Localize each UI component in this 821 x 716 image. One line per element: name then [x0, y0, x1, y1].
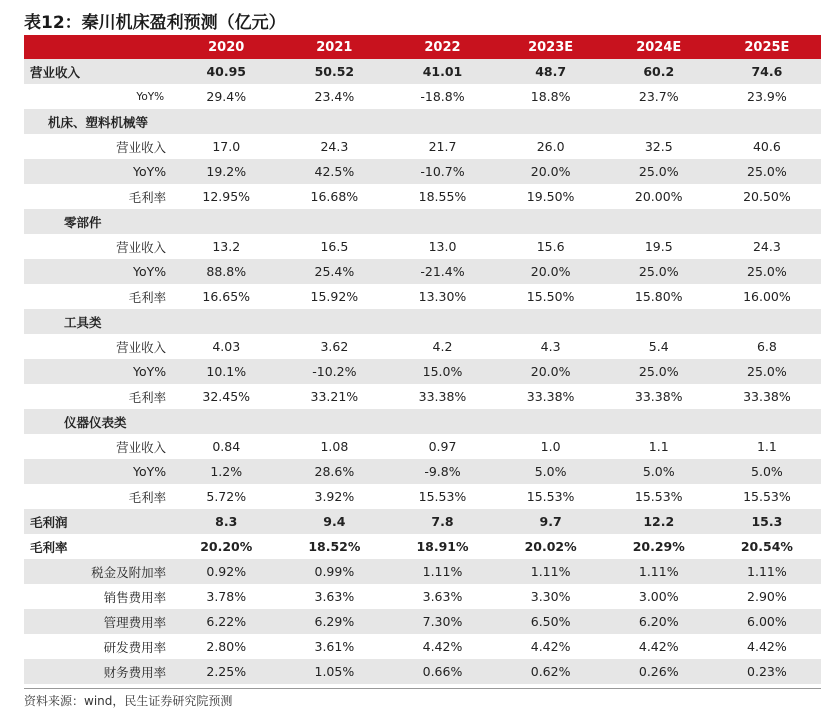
table-cell: 20.50% [743, 189, 791, 204]
table-cell: 15.53% [634, 489, 683, 504]
header-year: 2024E [605, 35, 713, 59]
table-cell: 3.63% [422, 589, 463, 604]
header-row [24, 35, 821, 59]
table-cell: 20.02% [524, 539, 577, 554]
row-label: 仪器仪表类 [24, 409, 172, 434]
table-cell [713, 409, 821, 434]
table-cell: 20.0% [497, 359, 605, 384]
table-cell: 15.53% [418, 489, 467, 504]
table-cell: 4.03 [212, 339, 241, 354]
header-year: 2025E [713, 35, 821, 59]
table-cell [713, 109, 821, 134]
table-cell: 10.1% [172, 359, 280, 384]
table-cell: 6.50% [497, 609, 605, 634]
table-cell: 4.42% [530, 639, 571, 654]
table-cell: 0.97 [428, 439, 457, 454]
table-cell: 0.84 [212, 439, 241, 454]
table-cell: 18.52% [308, 539, 361, 554]
table-cell: 20.0% [497, 159, 605, 184]
table-row [24, 384, 821, 409]
table-cell: 1.11% [497, 559, 605, 584]
table-cell: -21.4% [388, 259, 496, 284]
table-row [24, 509, 821, 534]
row-label: YoY% [24, 359, 172, 384]
table-cell: 15.3 [713, 509, 821, 534]
table-cell: 25.0% [605, 259, 713, 284]
table-cell: 3.63% [314, 589, 355, 604]
table-row [24, 334, 821, 359]
bottom-rule [24, 688, 821, 689]
row-label: 毛利率 [128, 289, 167, 305]
table-cell: 2.25% [172, 659, 280, 684]
table-cell: 32.5 [644, 139, 673, 154]
table-row [24, 409, 821, 434]
table-cell: 4.42% [747, 639, 787, 654]
table-row [24, 609, 821, 634]
table-cell: 16.65% [202, 289, 251, 304]
table-title: 表12：秦川机床盈利预测（亿元） [24, 13, 286, 33]
table-cell: 5.0% [497, 459, 605, 484]
header-year: 2021 [280, 35, 388, 59]
table-cell: 40.6 [752, 139, 781, 154]
table-row [24, 484, 821, 509]
table-cell: 25.0% [605, 359, 713, 384]
table-cell: -10.7% [388, 159, 496, 184]
table-cell: 15.50% [526, 289, 575, 304]
table-cell: 0.66% [388, 659, 496, 684]
table-cell: 1.1 [648, 439, 669, 454]
row-label: 管理费用率 [24, 609, 172, 634]
table-cell: 7.8 [388, 509, 496, 534]
table-cell: 3.62 [320, 339, 349, 354]
table-cell: 5.4 [648, 339, 669, 354]
table-cell: 3.61% [314, 639, 355, 654]
table-cell: 1.11% [713, 559, 821, 584]
table-row [24, 534, 821, 559]
row-label: 财务费用率 [24, 659, 172, 684]
table-cell: 0.99% [280, 559, 388, 584]
table-cell [388, 309, 496, 334]
table-cell: 15.0% [388, 359, 496, 384]
row-label: YoY% [24, 459, 172, 484]
table-cell: 4.42% [638, 639, 679, 654]
table-cell [172, 409, 280, 434]
table-cell: 16.68% [310, 189, 359, 204]
row-label: YoY% [136, 90, 165, 103]
table-cell: 0.23% [713, 659, 821, 684]
table-row [24, 659, 821, 684]
table-cell: 26.0 [536, 139, 565, 154]
table-cell [388, 209, 496, 234]
table-cell: 12.2 [605, 509, 713, 534]
table-cell: 25.0% [713, 359, 821, 384]
row-label: 机床、塑料机械等 [24, 109, 172, 134]
table-cell: 0.62% [497, 659, 605, 684]
table-cell [280, 409, 388, 434]
table-cell: -10.2% [280, 359, 388, 384]
table-cell [172, 109, 280, 134]
table-cell: -18.8% [420, 89, 465, 104]
row-label: 毛利率 [128, 389, 167, 405]
table-cell: 3.92% [314, 489, 355, 504]
table-cell: 5.72% [206, 489, 247, 504]
table-cell: 15.53% [526, 489, 575, 504]
table-row [24, 109, 821, 134]
table-cell: 21.7 [428, 139, 457, 154]
table-cell: 60.2 [605, 59, 713, 84]
table-cell: 17.0 [212, 139, 241, 154]
table-row [24, 159, 821, 184]
table-row [24, 134, 821, 159]
table-cell [497, 309, 605, 334]
row-label: YoY% [24, 159, 172, 184]
table-cell: 13.2 [212, 239, 241, 254]
table-cell: 74.6 [713, 59, 821, 84]
row-label: 研发费用率 [103, 639, 167, 655]
row-label: 营业收入 [116, 139, 167, 155]
table-cell: 41.01 [388, 59, 496, 84]
table-cell: 1.1 [756, 439, 777, 454]
table-cell: 1.0 [540, 439, 561, 454]
row-label: 营业收入 [116, 439, 167, 455]
table-row [24, 209, 821, 234]
table-cell [605, 309, 713, 334]
table-cell: 7.30% [388, 609, 496, 634]
table-row [24, 359, 821, 384]
table-cell: 15.80% [634, 289, 683, 304]
table-cell [280, 109, 388, 134]
row-label: 税金及附加率 [24, 559, 172, 584]
table-cell: 2.90% [747, 589, 787, 604]
table-cell: 20.20% [200, 539, 253, 554]
table-cell: 12.95% [202, 189, 251, 204]
table-cell: 29.4% [206, 89, 247, 104]
table-cell: 33.38% [418, 389, 467, 404]
table-cell [713, 309, 821, 334]
table-cell: 32.45% [202, 389, 251, 404]
table-cell: 18.8% [530, 89, 571, 104]
table-cell [497, 109, 605, 134]
table-cell: 18.55% [418, 189, 467, 204]
table-cell: 0.92% [172, 559, 280, 584]
table-cell: 8.3 [172, 509, 280, 534]
table-cell [172, 309, 280, 334]
row-label: 营业收入 [116, 339, 167, 355]
table-row [24, 234, 821, 259]
table-cell: 9.7 [497, 509, 605, 534]
table-row [24, 634, 821, 659]
table-cell: 16.5 [320, 239, 349, 254]
table-cell: 15.6 [536, 239, 565, 254]
table-cell: 6.20% [605, 609, 713, 634]
table-cell: 15.53% [743, 489, 791, 504]
table-cell: 20.00% [634, 189, 683, 204]
table-cell: 5.0% [713, 459, 821, 484]
table-body [24, 59, 821, 684]
table-cell: 6.29% [280, 609, 388, 634]
table-cell: 28.6% [280, 459, 388, 484]
table-row [24, 59, 821, 84]
row-label: 工具类 [24, 309, 172, 334]
table-cell [388, 409, 496, 434]
table-row [24, 459, 821, 484]
table-cell: 19.5 [644, 239, 673, 254]
table-cell: 1.11% [388, 559, 496, 584]
table-cell: 3.00% [638, 589, 679, 604]
table-cell: 33.38% [743, 389, 791, 404]
row-label: YoY% [24, 259, 172, 284]
table-cell: 25.0% [713, 159, 821, 184]
header-year: 2020 [172, 35, 280, 59]
table-row [24, 434, 821, 459]
table-cell: 1.2% [172, 459, 280, 484]
table-cell: 3.78% [206, 589, 247, 604]
table-cell: 20.0% [497, 259, 605, 284]
table-cell: 25.4% [280, 259, 388, 284]
table-cell: 20.54% [740, 539, 793, 554]
table-cell: 13.0 [428, 239, 457, 254]
table-cell: 9.4 [280, 509, 388, 534]
table-cell [388, 109, 496, 134]
table-cell: 4.3 [540, 339, 561, 354]
table-cell: 42.5% [280, 159, 388, 184]
table-cell: 4.42% [422, 639, 463, 654]
row-label: 零部件 [24, 209, 172, 234]
table-cell: 33.38% [634, 389, 683, 404]
row-label: 销售费用率 [103, 589, 167, 605]
table-row [24, 584, 821, 609]
table-cell: 48.7 [497, 59, 605, 84]
header-year: 2023E [497, 35, 605, 59]
table-cell: 6.22% [172, 609, 280, 634]
table-cell [280, 209, 388, 234]
table-cell: -9.8% [388, 459, 496, 484]
table-cell: 6.8 [756, 339, 777, 354]
table-cell [605, 109, 713, 134]
row-label: 毛利率 [128, 489, 167, 505]
table-cell [605, 409, 713, 434]
table-cell: 1.11% [605, 559, 713, 584]
forecast-table [24, 35, 821, 684]
table-cell: 20.29% [632, 539, 685, 554]
table-cell: 16.00% [743, 289, 791, 304]
table-cell: 0.26% [605, 659, 713, 684]
table-row [24, 84, 821, 109]
table-cell: 23.9% [747, 89, 787, 104]
table-cell [713, 209, 821, 234]
table-cell: 19.50% [526, 189, 575, 204]
table-cell [280, 309, 388, 334]
table-cell: 3.30% [530, 589, 571, 604]
table-row [24, 284, 821, 309]
table-cell [497, 409, 605, 434]
row-label: 毛利率 [128, 189, 167, 205]
table-cell: 19.2% [172, 159, 280, 184]
row-label: 毛利润 [24, 509, 172, 534]
table-cell: 24.3 [320, 139, 349, 154]
table-cell: 33.38% [526, 389, 575, 404]
row-label: 营业收入 [24, 59, 172, 84]
row-label: 毛利率 [30, 539, 68, 555]
table-cell: 5.0% [605, 459, 713, 484]
table-cell: 88.8% [172, 259, 280, 284]
table-cell [605, 209, 713, 234]
table-cell [497, 209, 605, 234]
table-cell: 23.4% [314, 89, 355, 104]
table-row [24, 184, 821, 209]
table-cell: 23.7% [638, 89, 679, 104]
table-cell: 50.52 [280, 59, 388, 84]
table-cell: 13.30% [418, 289, 467, 304]
table-cell: 15.92% [310, 289, 359, 304]
table-row [24, 559, 821, 584]
table-cell: 1.05% [280, 659, 388, 684]
table-cell: 6.00% [713, 609, 821, 634]
table-cell: 33.21% [310, 389, 359, 404]
table-row [24, 309, 821, 334]
table-cell: 40.95 [172, 59, 280, 84]
table-cell: 25.0% [713, 259, 821, 284]
table-cell: 24.3 [752, 239, 781, 254]
header-corner [24, 35, 172, 59]
source-note: 资料来源：wind，民生证券研究院预测 [24, 694, 233, 708]
table-cell [172, 209, 280, 234]
table-cell: 18.91% [416, 539, 469, 554]
header-year: 2022 [388, 35, 496, 59]
table-cell: 4.2 [432, 339, 453, 354]
table-cell: 2.80% [206, 639, 247, 654]
table-row [24, 259, 821, 284]
row-label: 营业收入 [116, 239, 167, 255]
table-cell: 25.0% [605, 159, 713, 184]
table-cell: 1.08 [320, 439, 349, 454]
